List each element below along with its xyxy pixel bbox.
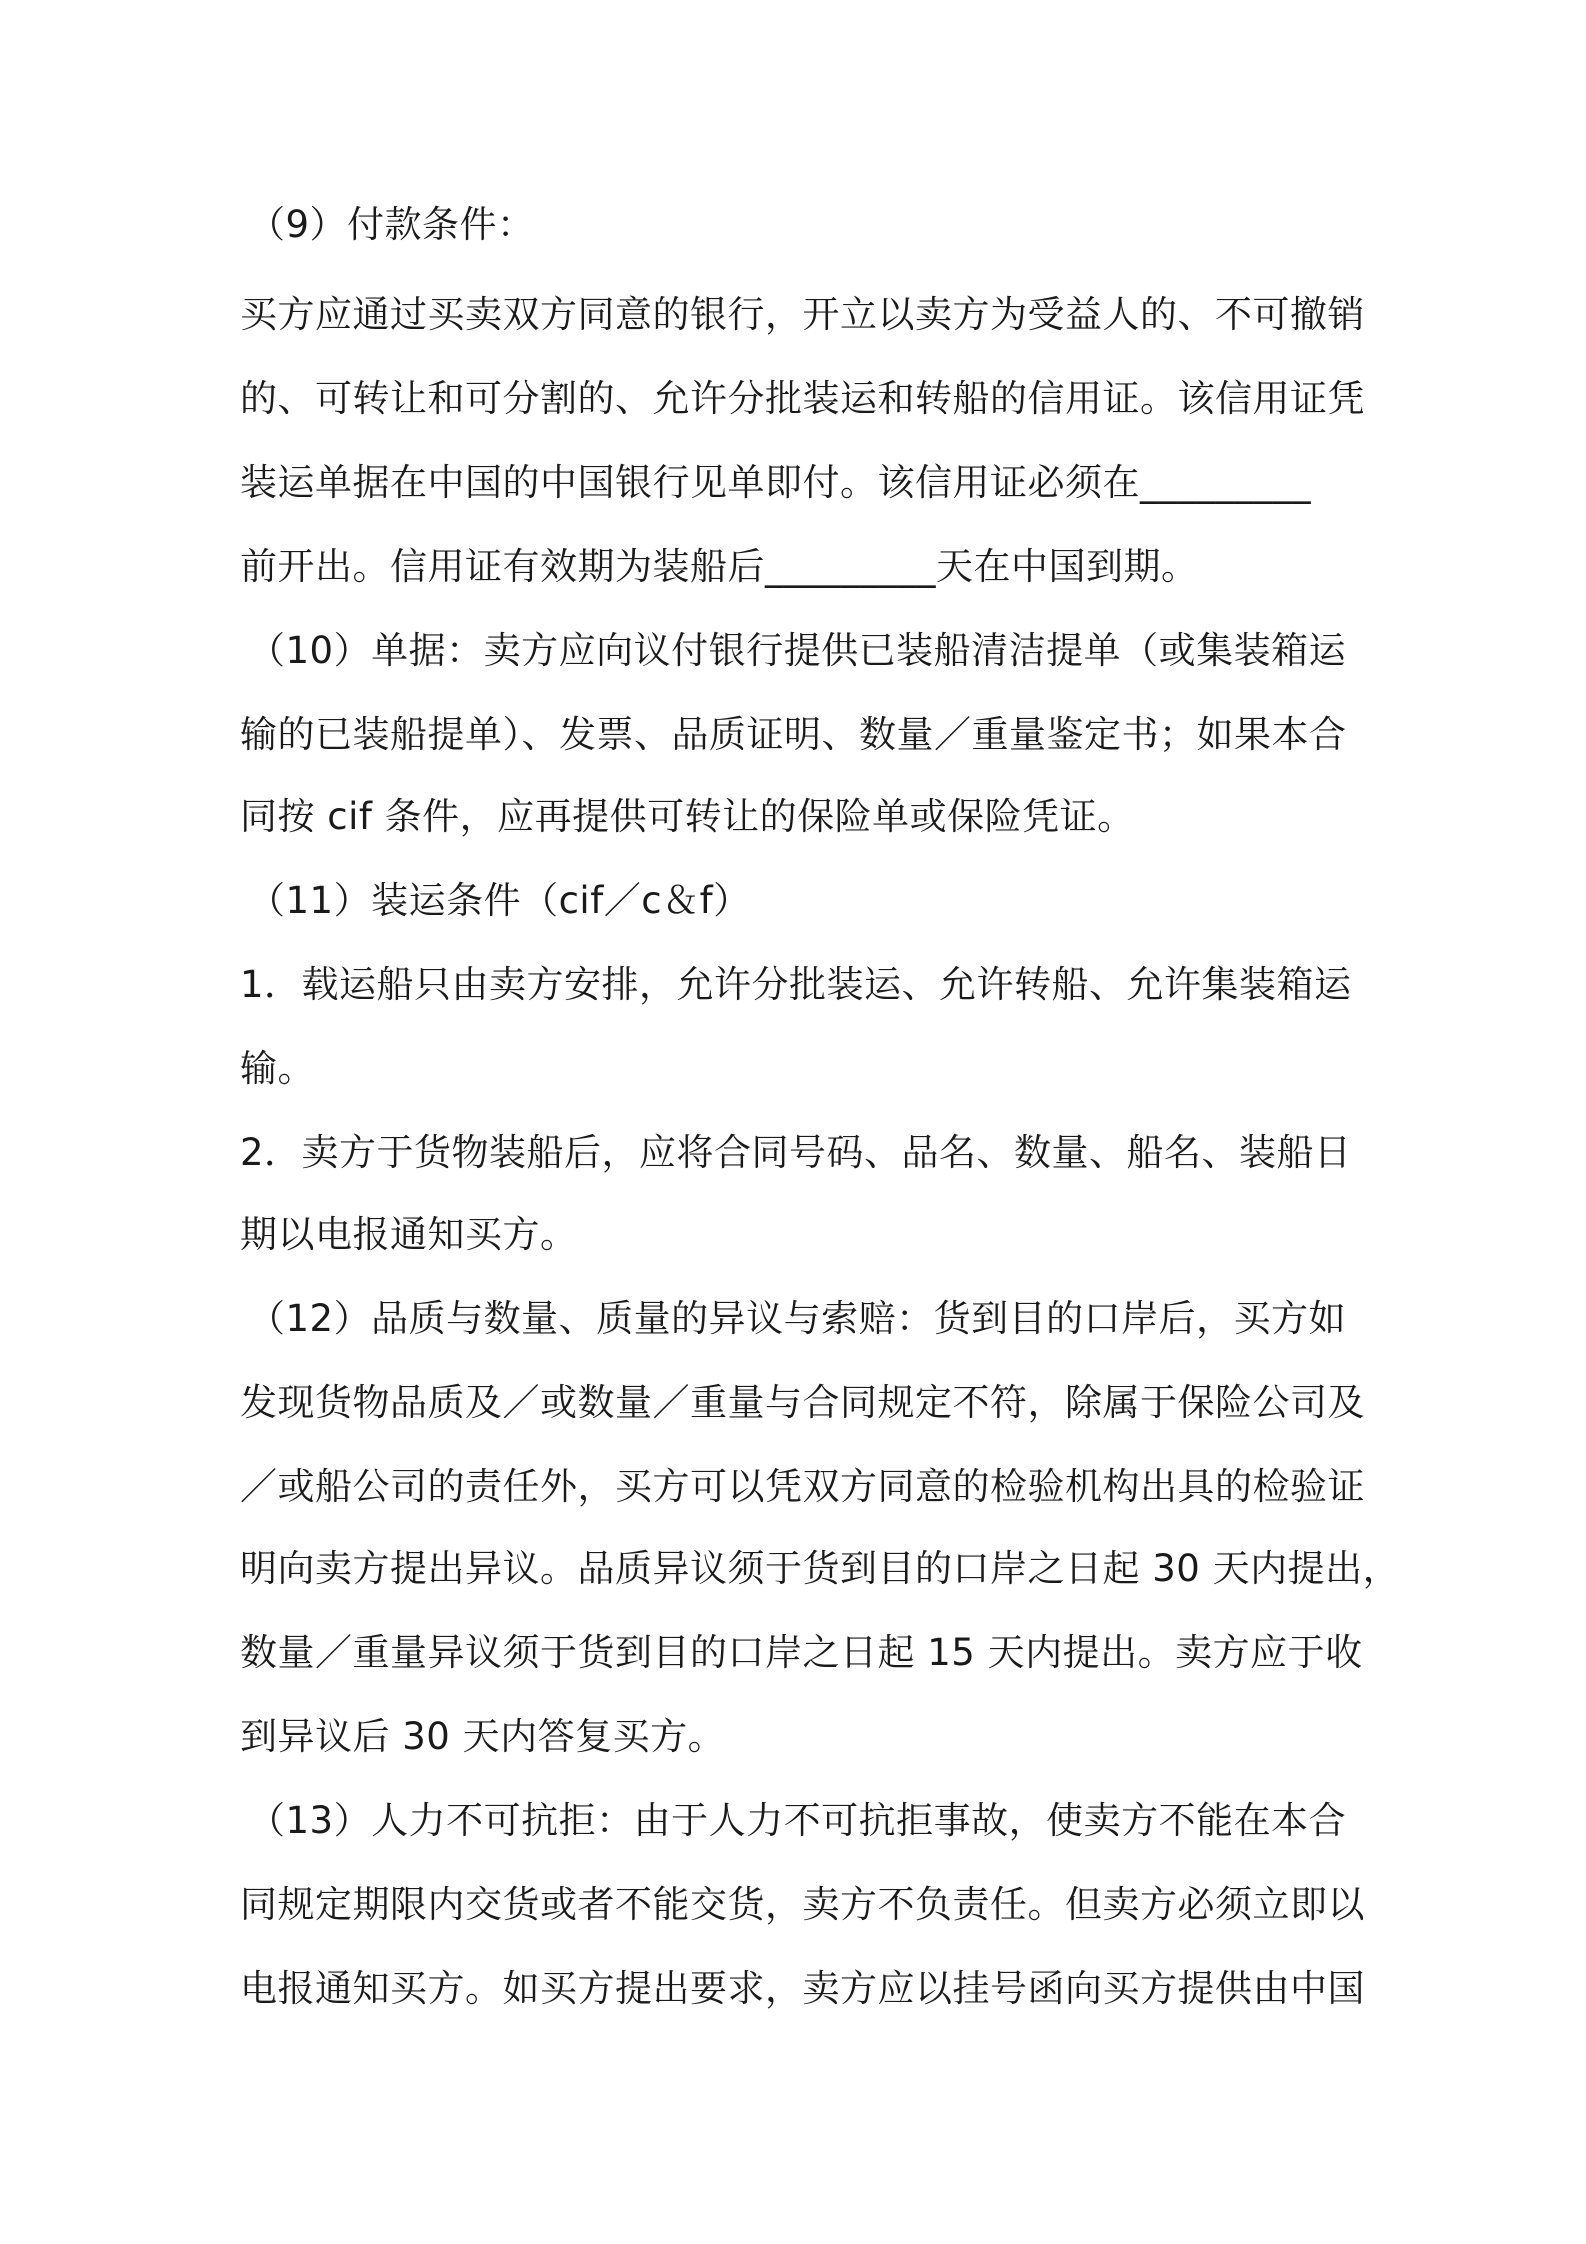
- text-line: ／或船公司的责任外，买方可以凭双方同意的检验机构出具的检验证: [240, 1465, 1365, 1508]
- clause-9-heading: （9）付款条件：: [248, 203, 535, 246]
- text-line: 同按 cif 条件，应再提供可转让的保险单或保险凭证。: [240, 795, 1135, 838]
- text-line: 数量／重量异议须于货到目的口岸之日起 15 天内提出。卖方应于收: [240, 1631, 1363, 1674]
- text-line: 输。: [240, 1047, 315, 1090]
- text-line: 到异议后 30 天内答复买方。: [240, 1715, 726, 1758]
- clause-13-heading: （13）人力不可抗拒：由于人力不可抗拒事故，使卖方不能在本合: [248, 1799, 1347, 1842]
- clause-11-heading: （11）装运条件（cif／c＆f）: [248, 879, 751, 922]
- text-line: 1．载运船只由卖方安排，允许分批装运、允许转船、允许集装箱运: [240, 963, 1352, 1006]
- text-line: 电报通知买方。如买方提出要求，卖方应以挂号函向买方提供由中国: [240, 1967, 1365, 2010]
- text-line: 期以电报通知买方。: [240, 1213, 578, 1256]
- text-line: 买方应通过买卖双方同意的银行，开立以卖方为受益人的、不可撤销: [240, 293, 1365, 336]
- clause-12-heading: （12）品质与数量、质量的异议与索赔：货到目的口岸后，买方如: [248, 1297, 1347, 1340]
- text-line: 发现货物品质及／或数量／重量与合同规定不符，除属于保险公司及: [240, 1381, 1365, 1424]
- clause-10-heading: （10）单据：卖方应向议付银行提供已装船清洁提单（或集装箱运: [248, 629, 1347, 672]
- text-line: 前开出。信用证有效期为装船后_________天在中国到期。: [240, 545, 1199, 588]
- text-line: 的、可转让和可分割的、允许分批装运和转船的信用证。该信用证凭: [240, 377, 1365, 420]
- text-line: 明向卖方提出异议。品质异议须于货到目的口岸之日起 30 天内提出，: [240, 1547, 1401, 1590]
- text-line: 输的已装船提单）、发票、品质证明、数量／重量鉴定书；如果本合: [240, 713, 1347, 756]
- text-line: 装运单据在中国的中国银行见单即付。该信用证必须在_________: [240, 461, 1311, 504]
- text-line: 同规定期限内交货或者不能交货，卖方不负责任。但卖方必须立即以: [240, 1883, 1365, 1926]
- text-line: 2．卖方于货物装船后，应将合同号码、品名、数量、船名、装船日: [240, 1131, 1352, 1174]
